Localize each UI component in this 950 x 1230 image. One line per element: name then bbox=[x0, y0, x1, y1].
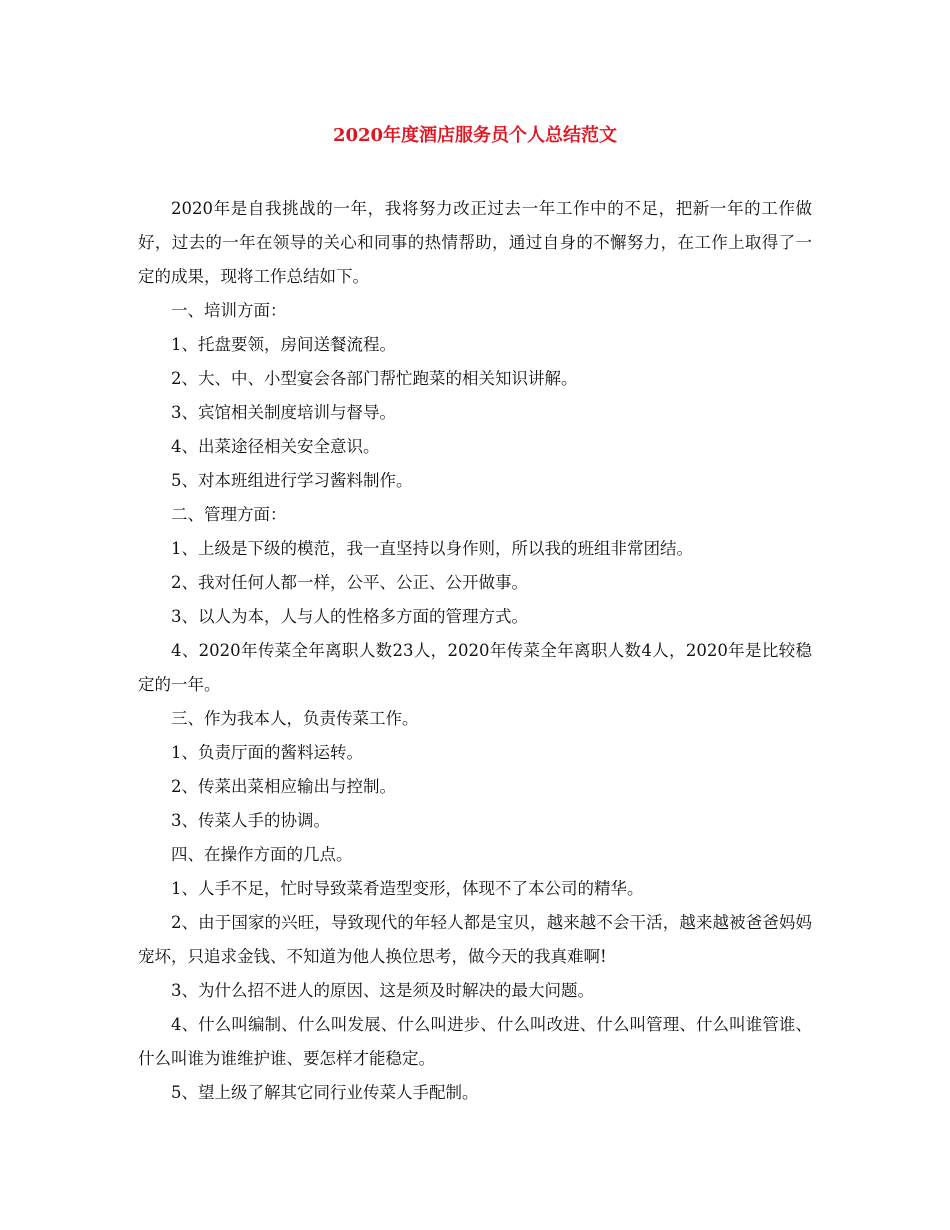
list-item: 4、2020年传菜全年离职人数23人，2020年传菜全年离职人数4人，2020年是比较稳定的一年。 bbox=[138, 641, 812, 694]
list-item: 4、出菜途径相关安全意识。 bbox=[171, 437, 380, 456]
list-item: 3、传菜人手的协调。 bbox=[171, 811, 330, 830]
list-item: 2、大、中、小型宴会各部门帮忙跑菜的相关知识讲解。 bbox=[171, 369, 578, 388]
list-item: 2、我对任何人都一样，公平、公正、公开做事。 bbox=[171, 573, 528, 592]
document-body bbox=[138, 192, 812, 1110]
list-item: 1、托盘要领，房间送餐流程。 bbox=[171, 335, 396, 354]
list-item: 1、负责厅面的酱料运转。 bbox=[171, 743, 363, 762]
list-item: 5、望上级了解其它同行业传菜人手配制。 bbox=[171, 1083, 479, 1102]
section-heading-management: 二、管理方面： bbox=[171, 505, 287, 524]
list-item: 1、上级是下级的模范，我一直坚持以身作则，所以我的班组非常团结。 bbox=[171, 539, 693, 558]
list-item: 5、对本班组进行学习酱料制作。 bbox=[171, 471, 413, 490]
list-item: 4、什么叫编制、什么叫发展、什么叫进步、什么叫改进、什么叫管理、什么叫谁管谁、什么叫谁为谁维护谁、要怎样才能稳定。 bbox=[138, 1015, 812, 1068]
section-heading-personal: 三、作为我本人，负责传菜工作。 bbox=[171, 709, 419, 728]
list-item: 3、为什么招不进人的原因、这是须及时解决的最大问题。 bbox=[171, 981, 594, 1000]
paragraph-intro: 2020年是自我挑战的一年，我将努力改正过去一年工作中的不足，把新一年的工作做好，过去的一年在领导的关心和同事的热情帮助，通过自身的不懈努力，在工作上取得了一定的成果，现将工作总结如下。 bbox=[138, 199, 812, 286]
list-item: 3、以人为本，人与人的性格多方面的管理方式。 bbox=[171, 607, 528, 626]
list-item: 2、由于国家的兴旺，导致现代的年轻人都是宝贝，越来越不会干活，越来越被爸爸妈妈宠坏，只追求金钱、不知道为他人换位思考，做今天的我真难啊! bbox=[138, 913, 812, 966]
list-item: 3、宾馆相关制度培训与督导。 bbox=[171, 403, 396, 422]
section-heading-training: 一、培训方面： bbox=[171, 301, 287, 320]
section-heading-operations: 四、在操作方面的几点。 bbox=[171, 845, 353, 864]
list-item: 1、人手不足，忙时导致菜肴造型变形，体现不了本公司的精华。 bbox=[171, 879, 644, 898]
document-title: 2020年度酒店服务员个人总结范文 bbox=[332, 125, 618, 146]
list-item: 2、传菜出菜相应输出与控制。 bbox=[171, 777, 396, 796]
